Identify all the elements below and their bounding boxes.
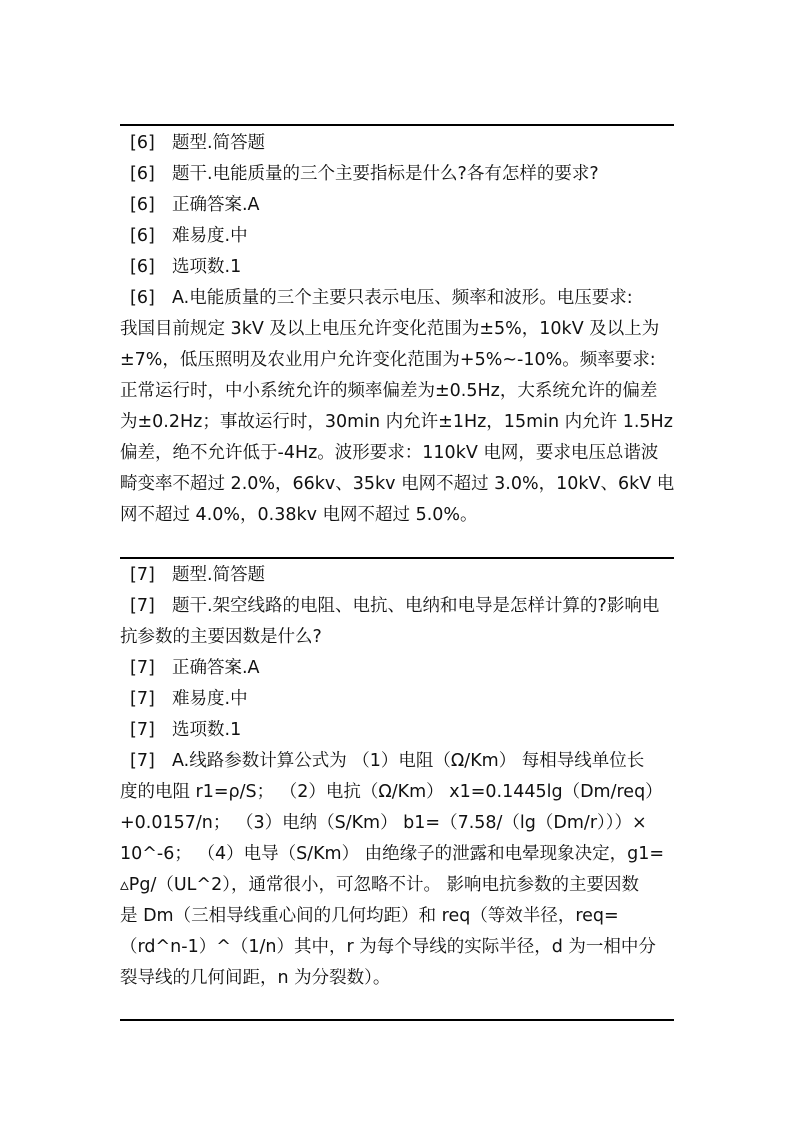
q7-options: 选项数.1 (172, 720, 242, 740)
top-rule (120, 124, 674, 126)
q6-option-a-line-5: 为±0.2Hz；事故运行时，30min 内允许±1Hz，15min 内允许 1.5Hz (120, 412, 673, 432)
q6-option-a-line-7: 畸变率不超过 2.0%，66kv、35kv 电网不超过 3.0%，10kV、6kV 电 (120, 474, 675, 494)
q7-option-a-line-5: ▵Pg/（UL^2），通常很小，可忽略不计。 影响电抗参数的主要因数 (120, 875, 640, 895)
question-6 (120, 128, 674, 531)
q7-stem: 题干.架空线路的电阻、电抗、电纳和电导是怎样计算的?影响电 (172, 596, 660, 616)
q7-option-a-line-8: 裂导线的几何间距，n 为分裂数）。 (120, 968, 391, 988)
q7-answer: 正确答案.A (172, 658, 260, 678)
q7-options-line (120, 715, 674, 746)
q6-type-line (120, 128, 674, 159)
q6-option-a-line-8: 网不超过 4.0%，0.38kv 电网不超过 5.0%。 (120, 505, 478, 525)
q6-number: [6] (130, 133, 155, 153)
bottom-rule (120, 1019, 674, 1021)
question-7 (120, 560, 674, 994)
q7-option-a-line-2: 度的电阻 r1=ρ/S； （2）电抗（Ω/Km） x1=0.1445lg（Dm/req） (120, 782, 663, 802)
q6-difficulty-line (120, 221, 674, 252)
q7-option-a-line-6: 是 Dm（三相导线重心间的几何均距）和 req（等效半径，req= (120, 906, 619, 926)
q7-number: [7] (130, 565, 155, 585)
q7-number: [7] (130, 596, 155, 616)
q7-difficulty-line (120, 684, 674, 715)
q7-number: [7] (130, 689, 155, 709)
q6-number: [6] (130, 195, 155, 215)
q7-answer-line (120, 653, 674, 684)
q6-answer-line (120, 190, 674, 221)
q6-option-a-text: A.电能质量的三个主要只表示电压、频率和波形。电压要求: (172, 288, 633, 308)
q6-option-a-line-6: 偏差，绝不允许低于-4Hz。波形要求：110kV 电网，要求电压总谐波 (120, 443, 659, 463)
q7-option-a-text: A.线路参数计算公式为 （1）电阻（Ω/Km） 每相导线单位长 (172, 751, 645, 771)
q7-difficulty: 难易度.中 (172, 689, 248, 709)
q6-answer: 正确答案.A (172, 195, 260, 215)
q6-difficulty: 难易度.中 (172, 226, 248, 246)
q6-options-line (120, 252, 674, 283)
q6-stem-line (120, 159, 674, 190)
q7-number: [7] (130, 720, 155, 740)
q7-stem-line-1 (120, 591, 674, 622)
q6-options: 选项数.1 (172, 257, 242, 277)
q7-type-line (120, 560, 674, 591)
q7-number: [7] (130, 658, 155, 678)
q6-type: 题型.简答题 (172, 133, 266, 153)
q7-option-a-line-3: +0.0157/n； （3）电纳（S/Km） b1=（7.58/（lg（Dm/r）））× (120, 813, 647, 833)
q6-option-a-line-1 (120, 283, 674, 314)
q6-number: [6] (130, 288, 155, 308)
q7-option-a-line-7: （rd^n-1）^（1/n）其中，r 为每个导线的实际半径，d 为一相中分 (120, 937, 656, 957)
q7-option-a-line-1 (120, 746, 674, 777)
middle-rule (120, 557, 674, 559)
q6-stem: 题干.电能质量的三个主要指标是什么?各有怎样的要求? (172, 164, 599, 184)
q7-type: 题型.简答题 (172, 565, 266, 585)
q7-option-a-line-4: 10^-6； （4）电导（S/Km） 由绝缘子的泄露和电晕现象决定，g1= (120, 844, 665, 864)
q6-number: [6] (130, 226, 155, 246)
q6-number: [6] (130, 164, 155, 184)
q6-option-a-line-3: ±7%，低压照明及农业用户允许变化范围为+5%~-10%。频率要求: (120, 350, 656, 370)
q6-option-a-line-4: 正常运行时，中小系统允许的频率偏差为±0.5Hz，大系统允许的偏差 (120, 381, 658, 401)
q7-number: [7] (130, 751, 155, 771)
q6-option-a-line-2: 我国目前规定 3kV 及以上电压允许变化范围为±5%，10kV 及以上为 (120, 319, 660, 339)
q7-stem-line-2: 抗参数的主要因数是什么? (120, 627, 322, 647)
q6-number: [6] (130, 257, 155, 277)
